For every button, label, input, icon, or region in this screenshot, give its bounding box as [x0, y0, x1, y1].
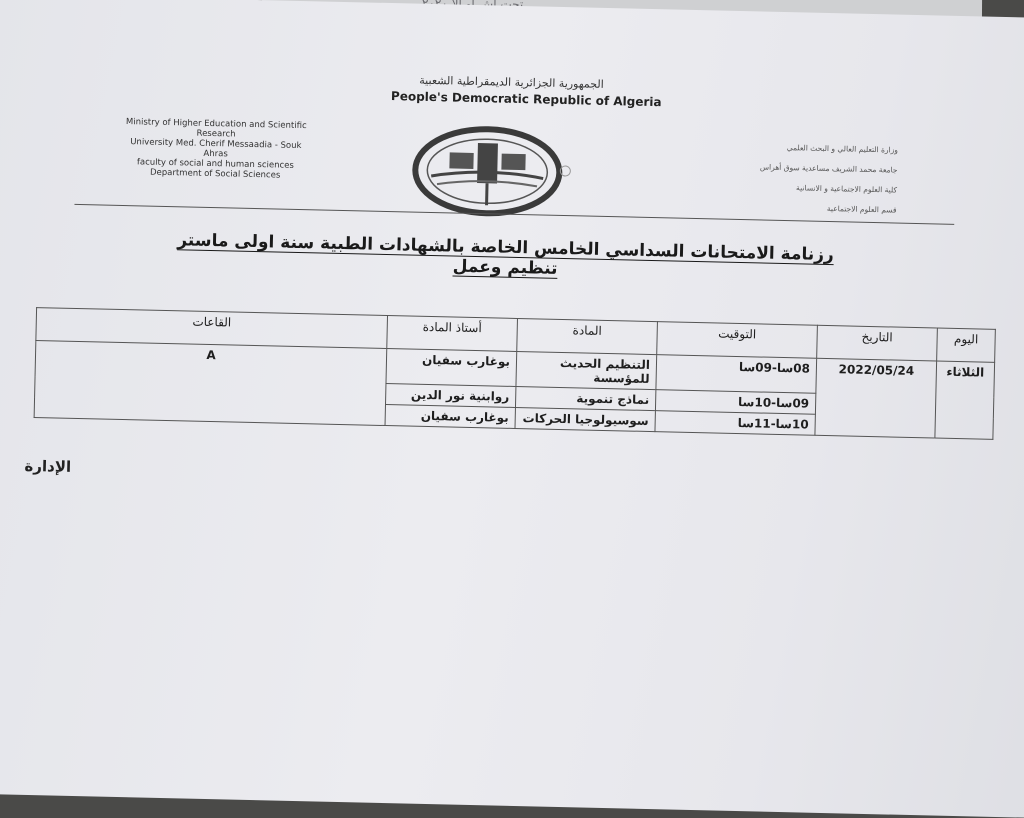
ministry-line: Research: [106, 127, 326, 142]
administration-signature-label: الإدارة: [24, 457, 71, 476]
university-line-ar: جامعة محمد الشريف مساعدية سوق أهراس: [727, 157, 897, 181]
faculty-line: faculty of social and human sciences: [105, 157, 325, 172]
time-cell: 10سا-11سا: [655, 411, 815, 436]
professor-cell: روابنية نور الدين: [385, 384, 515, 408]
ministry-arabic-block: [726, 137, 898, 221]
subject-cell: نماذج تنموية: [515, 386, 655, 410]
date-cell: 2022/05/24: [815, 358, 937, 438]
header-time: التوقيت: [657, 322, 818, 359]
university-logo: [406, 117, 578, 221]
header-rooms: القاعات: [36, 308, 388, 349]
arabic-republic-header: الجمهورية الجزائرية الديمقراطية الشعبية: [419, 74, 604, 91]
room-cell: A: [34, 341, 387, 426]
department-line-ar: قسم العلوم الاجتماعية: [726, 197, 896, 221]
header-professor: أستاذ المادة: [387, 316, 518, 352]
day-cell: الثلاثاء: [935, 361, 995, 439]
faculty-line-ar: كلية العلوم الاجتماعية و الانسانية: [727, 177, 897, 201]
professor-cell: بوغارب سفيان: [385, 405, 515, 429]
english-republic-header: People's Democratic Republic of Algeria: [391, 89, 662, 109]
professor-cell: بوغارب سفيان: [386, 349, 517, 387]
time-cell: 08سا-09سا: [656, 355, 817, 394]
document-title: رزنامة الامتحانات السداسي الخامس الخاصة بالشهادات الطبية سنة اولى ماستر تنظيم وعمل: [155, 230, 856, 286]
header-date: التاريخ: [817, 325, 938, 361]
time-cell: 09سا-10سا: [655, 390, 815, 415]
subject-cell: سوسيولوجيا الحركات: [515, 407, 655, 431]
department-line: Department of Social Sciences: [105, 167, 325, 182]
subject-cell: التنظيم الحديث للمؤسسة: [516, 351, 657, 389]
ministry-line: Ministry of Higher Education and Scientific: [106, 117, 326, 132]
university-line: Ahras: [106, 147, 326, 162]
header-subject: المادة: [517, 318, 658, 354]
header-day: اليوم: [937, 328, 996, 362]
ministry-line-ar: وزارة التعليم العالي و البحث العلمي: [728, 137, 898, 161]
university-line: University Med. Cherif Messaadia - Souk: [106, 137, 326, 152]
ministry-english-block: [105, 117, 326, 182]
exam-schedule-table: [34, 307, 996, 440]
